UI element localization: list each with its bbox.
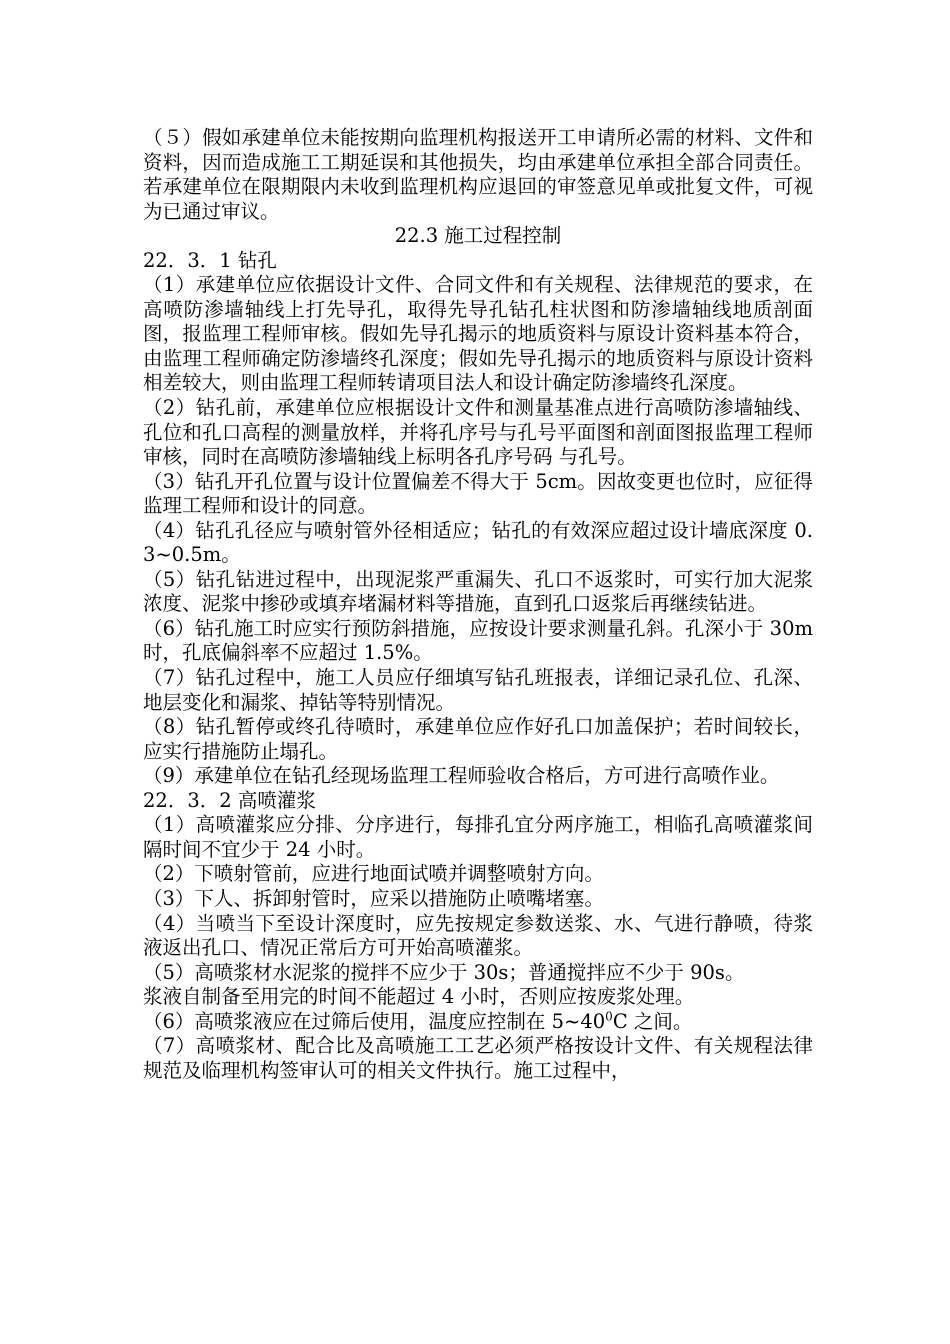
subsection-heading-drilling: 22．3．1 钻孔: [143, 248, 277, 272]
paragraph-approval-delay: （５）假如承建单位未能按期向监理机构报送开工申请所必需的材料、文件和资料，因而造成施工工期延误和其他损失，均由承建单位承担全部合同责任。若承建单位在限期限内未收到监理机构应退回的审签意见单或批复文件，可视为已通过审议。: [143, 126, 813, 223]
grouting-item-7: （7）高喷浆材、配合比及高喷施工工艺必须严格按设计文件、有关规程法律规范及临理机构签审认可的相关文件执行。施工过程中，: [143, 1034, 813, 1082]
section-heading-22-3: 22.3 施工过程控制: [394, 224, 562, 248]
drilling-item-5: （5）钻孔钻进过程中，出现泥浆严重漏失、孔口不返浆时，可实行加大泥浆浓度、泥浆中掺砂或填弃堵漏材料等措施，直到孔口返浆后再继续钻进。: [143, 567, 813, 616]
drilling-item-1: （1）承建单位应依据设计文件、合同文件和有关规程、法律规范的要求，在高喷防渗墙轴线上打先导孔，取得先导孔钻孔柱状图和防渗墙轴线地质剖面图，报监理工程师审核。假如先导孔揭示的地质资料与原设计资料基本符合，由监理工程师确定防渗墙终孔深度；假如先导孔揭示的地质资料与原设计资料相差较大，则由监理工程师转请项目法人和设计确定防渗墙终孔深度。: [143, 273, 813, 395]
drilling-item-7: （7）钻孔过程中，施工人员应仔细填写钻孔班报表，详细记录孔位、孔深、地层变化和漏浆、掉钻等特别情况。: [143, 666, 813, 714]
temp-text-after: C 之间。: [612, 1009, 693, 1033]
grouting-item-5: （5）高喷浆材水泥浆的搅拌不应少于 30s；普通搅拌应不少于 90s。: [143, 960, 745, 984]
drilling-item-8: （8）钻孔暂停或终孔待喷时，承建单位应作好孔口加盖保护；若时间较长，应实行措施防止塌孔。: [143, 715, 813, 763]
drilling-item-2: （2）钻孔前，承建单位应根据设计文件和测量基准点进行高喷防渗墙轴线、孔位和孔口高程的测量放样，并将孔序号与孔号平面图和剖面图报监理工程师审核，同时在高喷防渗墙轴线上标明各孔序号码 与孔号。: [143, 396, 813, 469]
drilling-item-3: （3）钻孔开孔位置与设计位置偏差不得大于 5cm。因故变更也位时，应征得监理工程师和设计的同意。: [143, 469, 813, 518]
grouting-item-1: （1）高喷灌浆应分排、分序进行，每排孔宜分两序施工，相临孔高喷灌浆间隔时间不宜少于 24 小时。: [143, 813, 813, 861]
drilling-item-6: （6）钻孔施工时应实行预防斜措施，应按设计要求测量孔斜。孔深小于 30m 时，孔底偏斜率不应超过 1.5%。: [143, 616, 813, 665]
grouting-item-5-continued: 浆液自制备至用完的时间不能超过 4 小时，否则应按废浆处理。: [143, 985, 695, 1009]
subsection-heading-grouting: 22．3．2 高喷灌浆: [143, 788, 316, 812]
degree-superscript: 0: [605, 1009, 613, 1024]
grouting-item-6: [143, 1010, 813, 1035]
drilling-item-4: （4）钻孔孔径应与喷射管外径相适应；钻孔的有效深应超过设计墙底深度 0.3~0.5m。: [143, 518, 813, 567]
drilling-item-9: （9）承建单位在钻孔经现场监理工程师验收合格后，方可进行高喷作业。: [143, 764, 780, 788]
grouting-item-4: （4）当喷当下至设计深度时，应先按规定参数送浆、水、气进行静喷，待浆液返出孔口、情况正常后方可开始高喷灌浆。: [143, 911, 813, 960]
grouting-item-2: （2）下喷射管前，应进行地面试喷并调整喷射方向。: [143, 862, 604, 886]
temp-text-before: （6）高喷浆液应在过筛后使用，温度应控制在 5~40: [143, 1009, 606, 1033]
document-page: [143, 126, 813, 1083]
grouting-item-3: （3）下人、拆卸射管时，应采以措施防止喷嘴堵塞。: [143, 886, 604, 910]
